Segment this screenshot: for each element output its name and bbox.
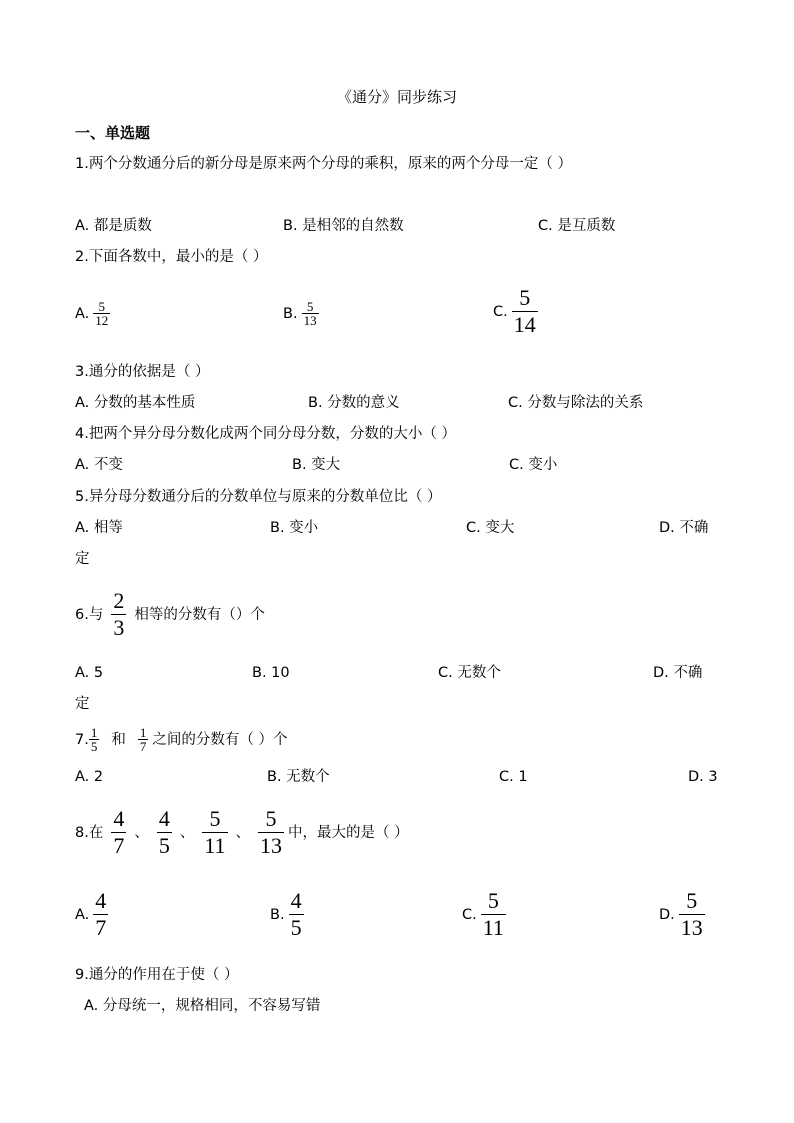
stem-suffix: 之间的分数有（ ）个 [152,731,288,748]
question-4-option-b: B. 变大 [292,457,341,473]
separator: 、 [235,824,251,841]
denominator: 13 [680,915,703,940]
numerator: 5 [209,806,221,831]
numerator: 5 [98,299,106,314]
fraction [89,726,100,753]
numerator: 5 [519,285,531,310]
denominator: 7 [113,833,125,858]
question-7-option-a: A. 2 [75,769,104,785]
stem-suffix: 相等的分数有（）个 [134,606,265,623]
fraction [258,806,284,859]
page-title: 《通分》同步练习 [336,88,457,106]
question-1-option-b: B. 是相邻的自然数 [283,218,404,234]
question-9-option-a: A. 分母统一，规格相同，不容易写错 [84,998,321,1014]
fraction [302,300,319,327]
question-2-option-c [493,285,538,338]
question-6-option-b: B. 10 [252,665,290,681]
numerator: 1 [90,725,98,740]
fraction [138,726,149,753]
numerator: 4 [113,806,125,831]
question-1-option-a: A. 都是质数 [75,218,152,234]
denominator: 13 [260,833,283,858]
option-label: C. [462,906,477,923]
denominator: 5 [158,833,170,858]
fraction [157,806,172,859]
option-label: B. [270,906,285,923]
question-6-option-d-wrap: 定 [75,696,90,712]
option-label: D. [659,906,675,923]
question-5-option-d-wrap: 定 [75,551,90,567]
question-7-option-c: C. 1 [499,769,528,785]
question-3-option-a: A. 分数的基本性质 [75,395,196,411]
numerator: 2 [113,588,125,613]
denominator: 13 [303,313,317,328]
option-label: B. [283,305,298,322]
question-8-option-b [270,888,304,941]
fraction [111,806,126,859]
fraction [289,888,304,941]
question-1-option-c: C. 是互质数 [538,218,616,234]
stem-prefix: 7. [75,731,89,748]
option-label: C. [493,303,508,320]
numerator: 5 [265,806,277,831]
fraction [111,588,126,641]
separator: 、 [179,824,195,841]
question-7-option-d: D. 3 [688,769,718,785]
question-8-option-c [462,888,506,941]
stem-prefix: 6.与 [75,606,104,623]
numerator: 4 [290,888,302,913]
fraction [481,888,506,941]
numerator: 4 [95,888,107,913]
question-4-option-c: C. 变小 [509,457,558,473]
denominator: 11 [482,915,504,940]
option-label: A. [75,305,90,322]
question-5-option-d: D. 不确 [659,520,709,536]
question-5-stem: 5.异分母分数通分后的分数单位与原来的分数单位比（ ） [75,489,442,505]
question-9-stem: 9.通分的作用在于使（ ） [75,967,239,983]
denominator: 12 [95,313,109,328]
numerator: 5 [487,888,499,913]
question-2-option-a [75,300,110,327]
option-label: A. [75,906,90,923]
question-3-stem: 3.通分的依据是（ ） [75,364,210,380]
denominator: 11 [204,833,226,858]
denominator: 5 [290,915,302,940]
question-1-stem: 1.两个分数通分后的新分母是原来两个分母的乘积，原来的两个分母一定（ ） [75,156,572,172]
denominator: 3 [113,615,125,640]
numerator: 1 [139,725,147,740]
fraction [202,806,227,859]
question-3-option-b: B. 分数的意义 [308,395,400,411]
question-2-option-b [283,300,319,327]
question-4-option-a: A. 不变 [75,457,123,473]
denominator: 14 [513,312,536,337]
question-4-stem: 4.把两个异分母分数化成两个同分母分数，分数的大小（ ） [75,426,456,442]
fraction [512,285,538,338]
question-6-stem [75,588,265,641]
stem-suffix: 中，最大的是（ ） [288,824,409,841]
question-8-option-d [659,888,705,941]
denominator: 7 [139,739,147,754]
question-2-stem: 2.下面各数中，最小的是（ ） [75,249,268,265]
numerator: 5 [686,888,698,913]
question-8-option-a [75,888,108,941]
stem-prefix: 8.在 [75,824,104,841]
question-6-option-c: C. 无数个 [438,665,501,681]
fraction [679,888,705,941]
numerator: 5 [306,299,314,314]
stem-connector: 和 [111,731,126,748]
question-5-option-b: B. 变小 [270,520,319,536]
section-heading: 一、单选题 [75,124,151,142]
denominator: 7 [95,915,107,940]
fraction [93,888,108,941]
question-7-option-b: B. 无数个 [267,769,330,785]
separator: 、 [134,824,149,841]
question-6-option-a: A. 5 [75,665,104,681]
question-7-stem [75,726,287,753]
question-5-option-a: A. 相等 [75,520,123,536]
question-5-option-c: C. 变大 [466,520,515,536]
denominator: 5 [90,739,98,754]
question-8-stem [75,806,409,859]
fraction [93,300,110,327]
numerator: 4 [158,806,170,831]
question-3-option-c: C. 分数与除法的关系 [508,395,644,411]
question-6-option-d: D. 不确 [653,665,703,681]
